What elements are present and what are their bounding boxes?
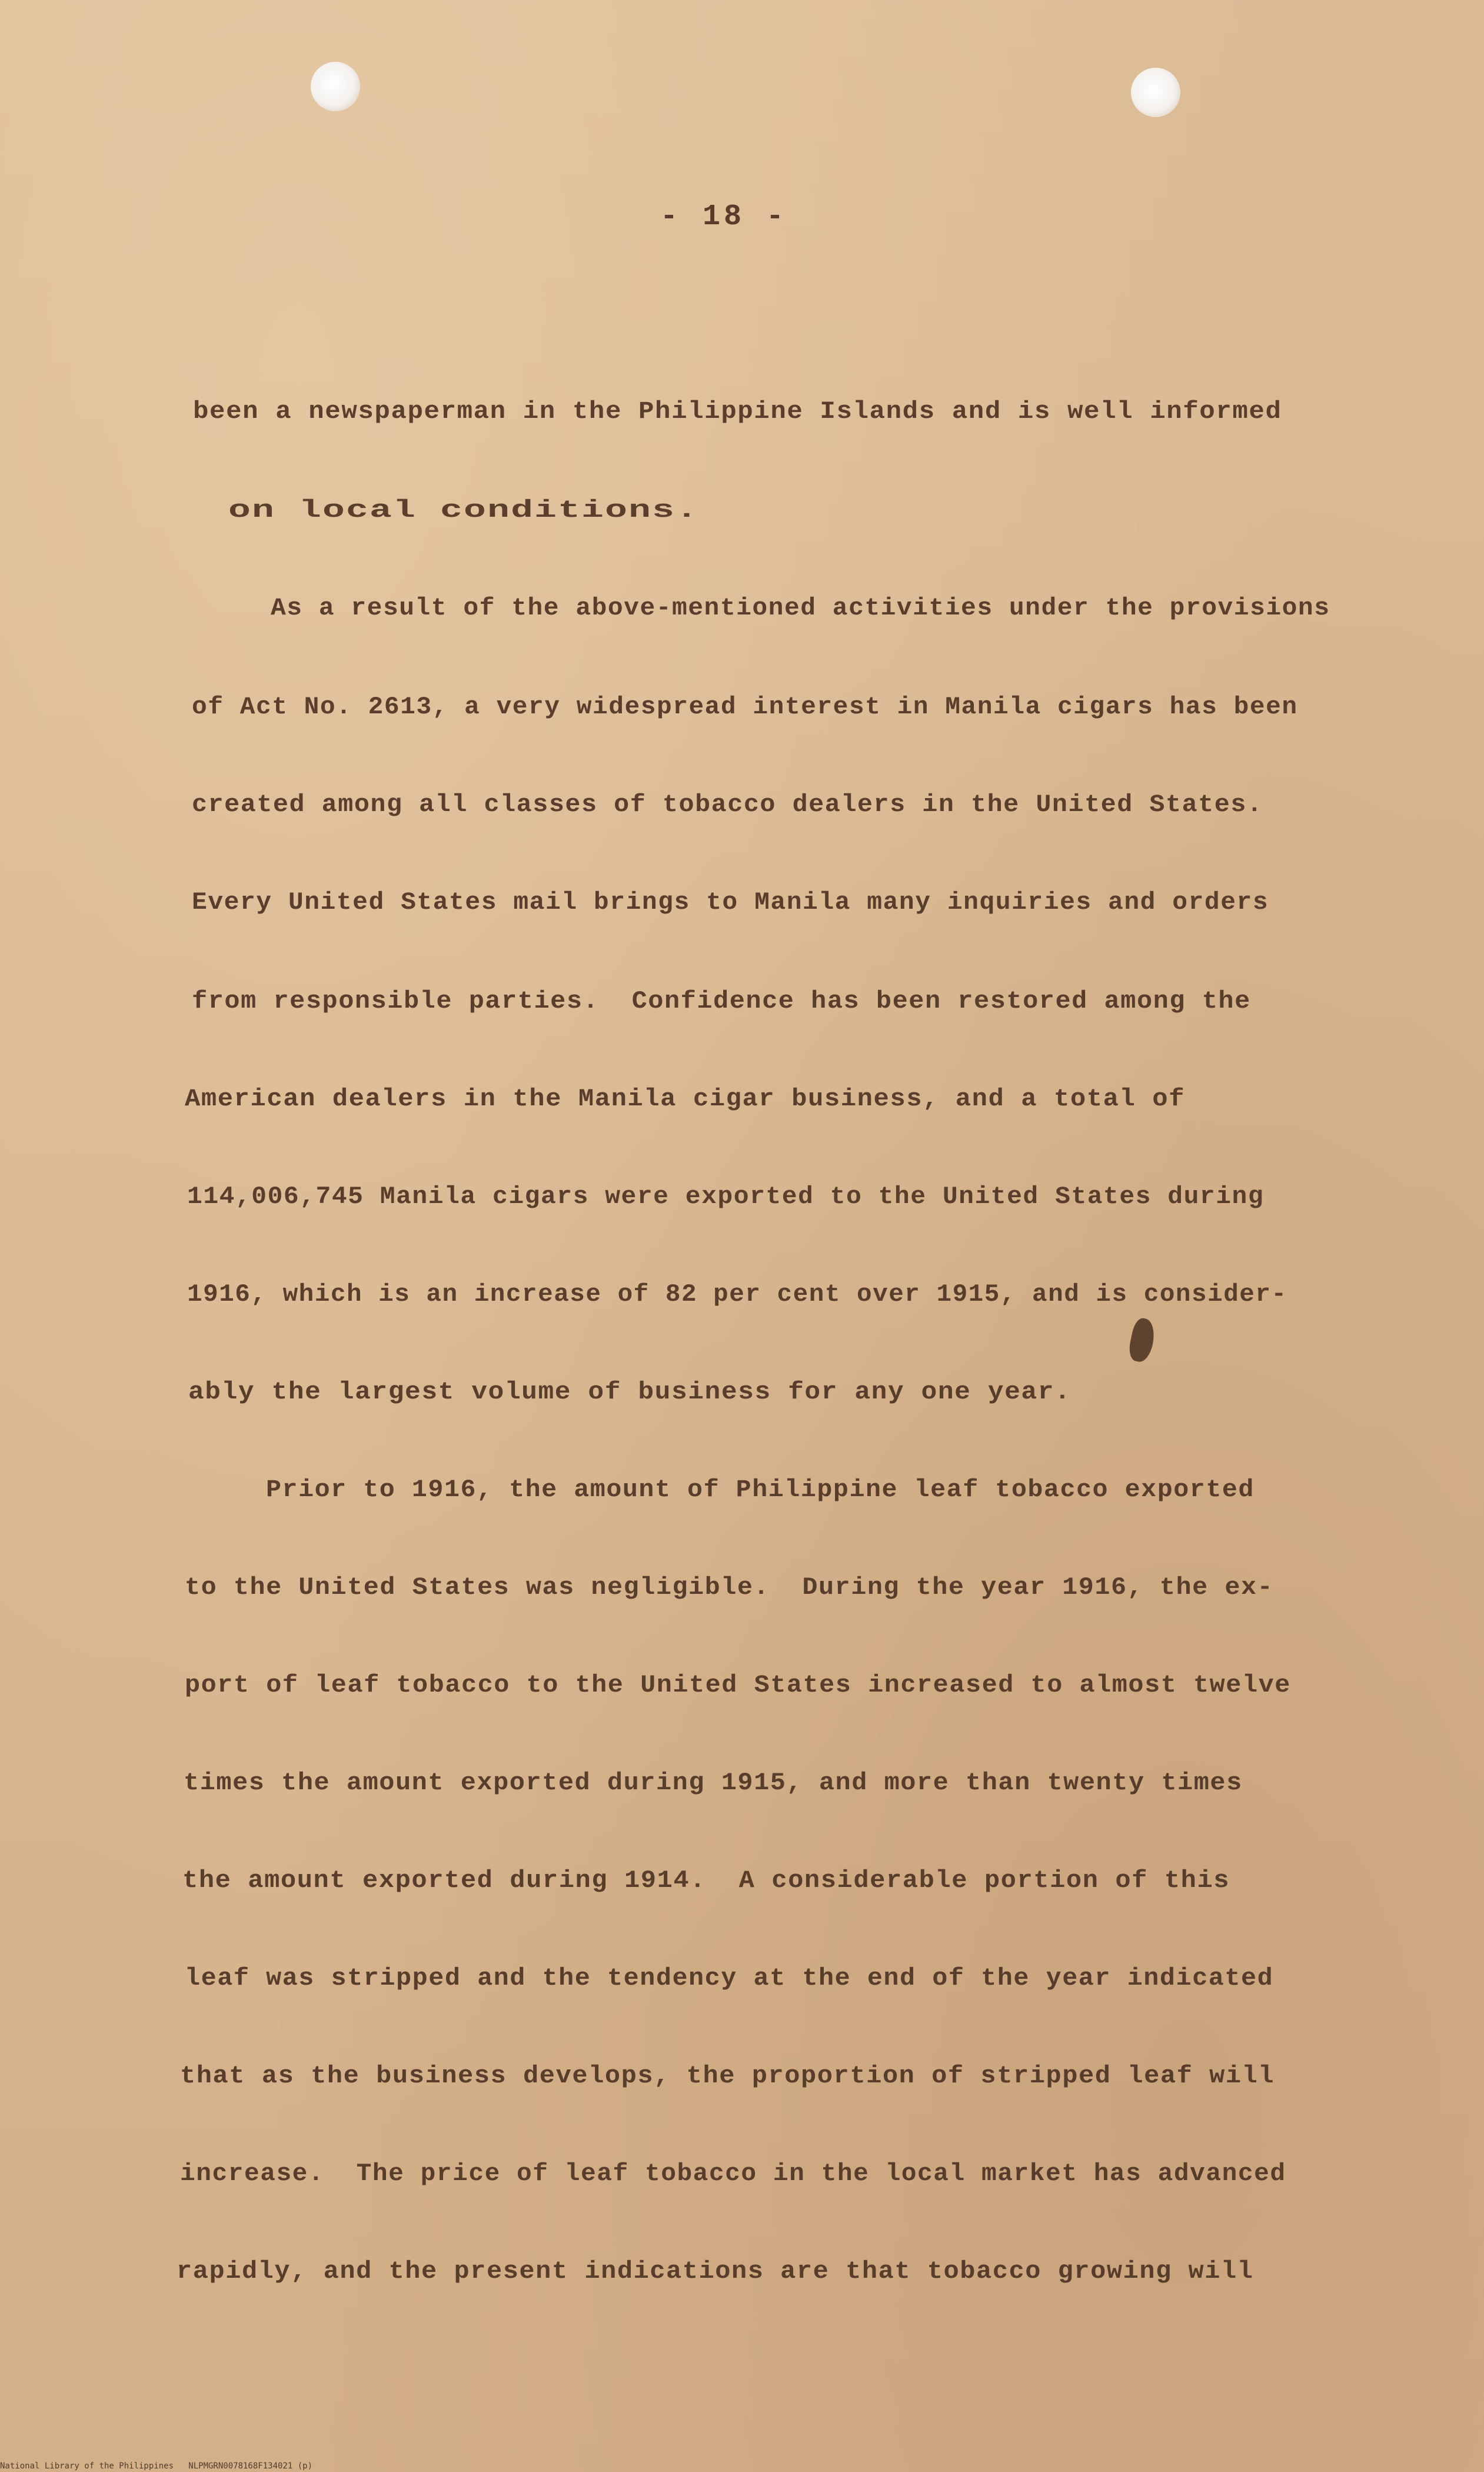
page-number: - 18 - [660,200,788,234]
text-line: on local conditions. [228,496,700,524]
text-line: leaf was stripped and the tendency at the end of the year indicated [185,1964,1274,1992]
text-line: to the United States was negligible. During the year 1916, the ex- [185,1573,1274,1602]
text-line: of Act No. 2613, a very widespread interest in Manila cigars has been [192,693,1298,721]
text-line: Every United States mail brings to Manila many inquiries and orders [192,888,1269,916]
text-line: port of leaf tobacco to the United States increased to almost twelve [185,1671,1291,1699]
text-line: created among all classes of tobacco dealers in the United States. [192,790,1263,819]
punch-hole-left [311,62,360,111]
text-line: ably the largest volume of business for any one year. [188,1378,1072,1406]
text-line: rapidly, and the present indications are that tobacco growing will [177,2257,1254,2285]
text-line: Prior to 1916, the amount of Philippine leaf tobacco exported [266,1476,1255,1504]
ink-smudge [1127,1317,1158,1364]
text-line: times the amount exported during 1915, and more than twenty times [184,1769,1243,1797]
text-line: increase. The price of leaf tobacco in the local market has advanced [180,2159,1286,2188]
archive-footer: National Library of the Philippines NLPMGRN0078168F134021 (p) [0,2461,313,2471]
text-line: from responsible parties. Confidence has been restored among the [192,987,1251,1015]
text-line: the amount exported during 1914. A considerable portion of this [182,1866,1230,1895]
punch-hole-right [1131,68,1180,117]
text-line: 1916, which is an increase of 82 per cent over 1915, and is consider- [187,1280,1287,1308]
text-line: that as the business develops, the proportion of stripped leaf will [180,2062,1275,2090]
text-line: been a newspaperman in the Philippine Islands and is well informed [193,397,1282,426]
text-line: As a result of the above-mentioned activities under the provisions [271,594,1330,622]
text-line: 114,006,745 Manila cigars were exported to the United States during [187,1182,1265,1211]
text-line: American dealers in the Manila cigar business, and a total of [185,1085,1185,1113]
